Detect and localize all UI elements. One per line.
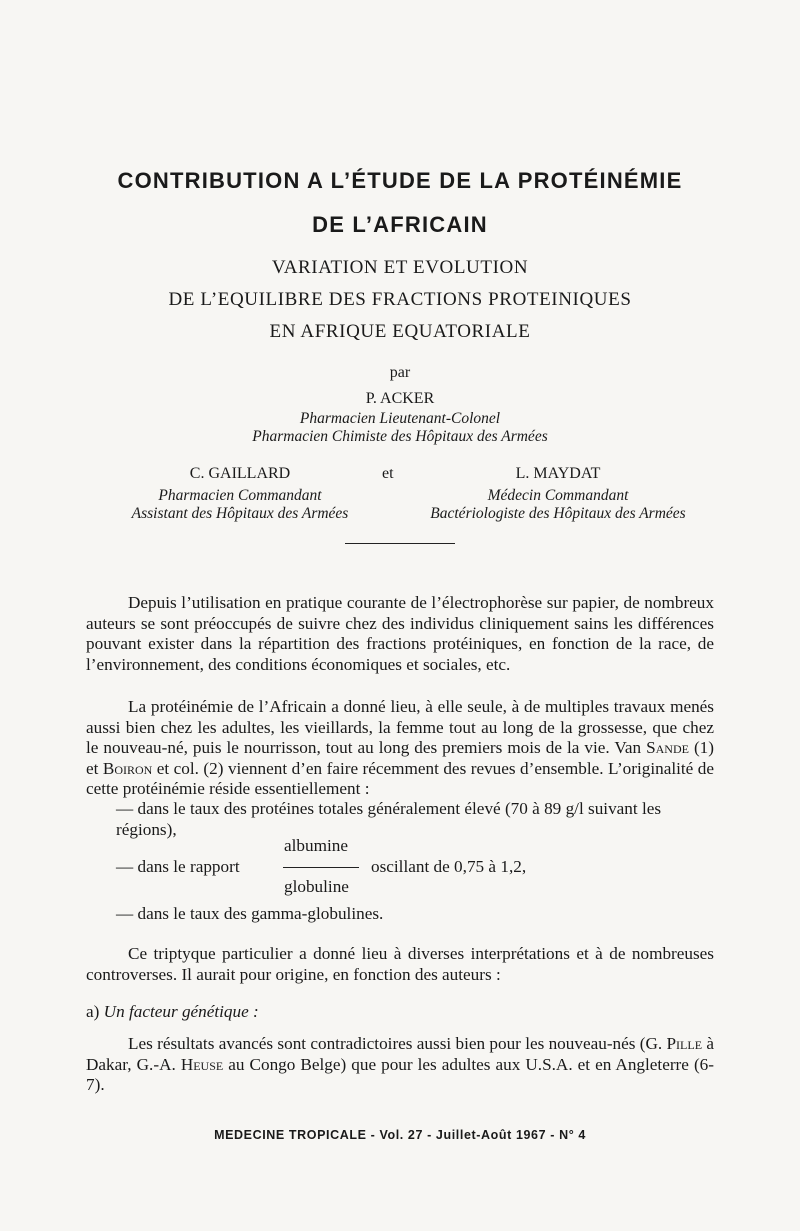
authors-et: et: [382, 465, 394, 482]
subtitle-line3: EN AFRIQUE EQUATORIALE: [269, 321, 531, 342]
author-acker-role2: Pharmacien Chimiste des Hôpitaux des Armées: [252, 428, 548, 445]
list-item-gamma: — dans le taux des gamma-globulines.: [116, 904, 384, 923]
ref-heuse: Heuse: [180, 1054, 224, 1074]
separator-rule: [345, 543, 455, 544]
author-maydat-role1: Médecin Commandant: [487, 487, 629, 504]
byline-par: par: [389, 364, 411, 381]
author-maydat-role2: Bactériologiste des Hôpitaux des Armées: [430, 505, 686, 522]
paragraph-3-text: Ce triptyque particulier a donné lieu à diverses interprétations et à de nombreuses controverses. Il aurait pour origine, en fonction des auteurs :: [86, 944, 714, 984]
ratio-denominator: globuline: [284, 877, 349, 896]
author-gaillard-role2: Assistant des Hôpitaux des Armées: [131, 505, 349, 522]
author-acker-name: P. ACKER: [365, 390, 435, 407]
author-maydat-name: L. MAYDAT: [515, 465, 601, 482]
author-gaillard-name: C. GAILLARD: [189, 465, 291, 482]
ref-sande: Sande: [646, 738, 689, 758]
article-title-line2: DE L’AFRICAIN: [312, 212, 488, 237]
paragraph-1: [86, 593, 714, 675]
ratio-range: oscillant de 0,75 à 1,2,: [371, 857, 527, 876]
journal-footer: MEDECINE TROPICALE - Vol. 27 - Juillet-Août 1967 - N° 4: [214, 1128, 586, 1142]
fraction-bar: [283, 867, 359, 868]
paragraph-2-text: La protéinémie de l’Africain a donné lieu, à elle seule, à de multiples travaux menés aussi bien chez les adultes, les vieillards, la femme tout au long de la grossesse, que chez le nouveau-né, puis le nourrisson, tout au long des premiers mois de la vie. Van Sande (1) et Boiron et col. (2) viennent d’en faire récemment des revues d’ensemble. L’originalité de cette protéinémie réside essentiellement :: [86, 697, 714, 799]
paragraph-4: [86, 1034, 714, 1096]
article-title-line1: CONTRIBUTION A L’ÉTUDE DE LA PROTÉINÉMIE: [117, 168, 683, 193]
paragraph-4-text: Les résultats avancés sont contradictoires aussi bien pour les nouveau-nés (G. Pille à Dakar, G.-A. Heuse au Congo Belge) que pour les adultes aux U.S.A. et en Angleterre (6-7).: [86, 1034, 714, 1095]
list-item-proteins: — dans le taux des protéines totales généralement élevé (70 à 89 g/l suivant les régions),: [116, 799, 662, 839]
ref-boiron: Boiron: [102, 758, 153, 778]
paragraph-3: [86, 944, 714, 985]
ratio-numerator: albumine: [284, 836, 348, 855]
list-item-ratio-label: — dans le rapport: [116, 857, 240, 876]
subtitle-line1: VARIATION ET EVOLUTION: [271, 257, 529, 278]
subtitle-line2: DE L’EQUILIBRE DES FRACTIONS PROTEINIQUES: [168, 289, 632, 310]
paragraph-1-text: Depuis l’utilisation en pratique courante de l’électrophorèse sur papier, de nombreux auteurs se sont préoccupés de suivre chez des individus cliniquement sains les différences pouvant exister dans la répartition des fractions protéiniques, en fonction de la race, de l’environnement, des conditions économiques et sociales, etc.: [86, 593, 714, 674]
author-acker-role1: Pharmacien Lieutenant-Colonel: [299, 410, 501, 427]
paragraph-2: [86, 697, 714, 800]
section-heading-a: a) Un facteur génétique :: [86, 1002, 259, 1021]
ref-pille: Pille: [666, 1034, 703, 1053]
author-gaillard-role1: Pharmacien Commandant: [158, 487, 322, 504]
